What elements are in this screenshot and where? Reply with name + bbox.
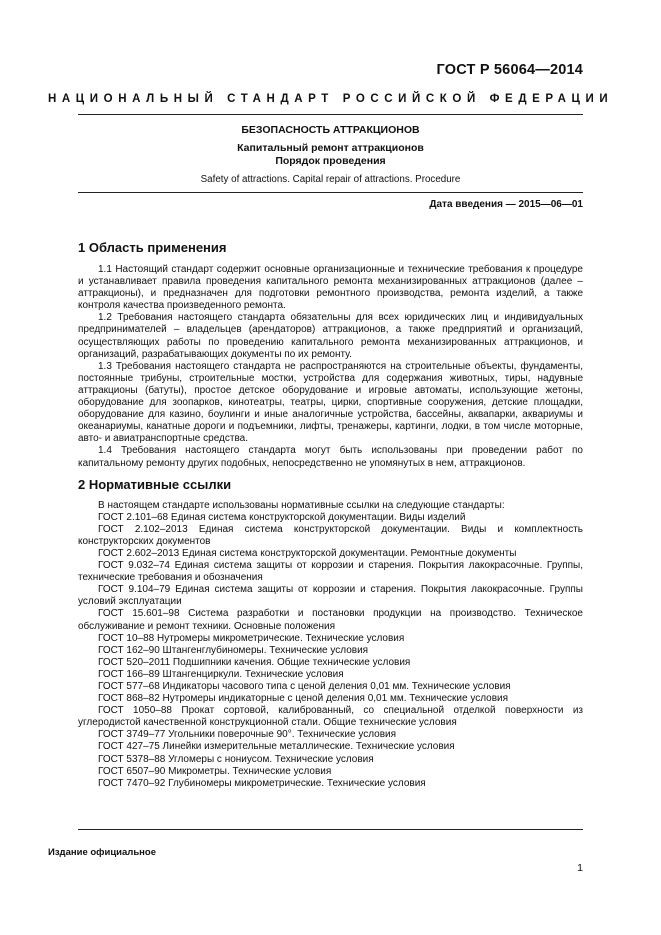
reference-item: ГОСТ 2.102–2013 Единая система конструкторской документации. Виды и комплектность конструкторских документов [78, 523, 583, 547]
reference-item: ГОСТ 427–75 Линейки измерительные металлические. Технические условия [98, 741, 455, 753]
reference-item: ГОСТ 6507–90 Микрометры. Технические условия [98, 765, 332, 777]
english-title: Safety of attractions. Capital repair of attractions. Procedure [200, 174, 461, 185]
reference-item: ГОСТ 5378–88 Угломеры с нониусом. Технические условия [98, 753, 374, 765]
reference-item: ГОСТ 9.104–79 Единая система защиты от коррозии и старения. Покрытия лакокрасочные. Группы условий эксплуатации [78, 584, 583, 608]
reference-item: ГОСТ 520–2011 Подшипники качения. Общие технические условия [98, 656, 411, 668]
paragraph-1-2: 1.2 Требования настоящего стандарта обязательны для всех юридических лиц и индивидуальных предпринимателей – владельцев (арендаторов) аттракционов, а также предприятий и организаций, осуществляющих работы по проведению капитального ремонта механизированных аттракционов, и организаций, разрабатывающих документы по их ремонту. [78, 312, 583, 360]
reference-item: ГОСТ 166–89 Штангенциркули. Технические условия [98, 668, 344, 680]
paragraph-1-3: 1.3 Требования настоящего стандарта не распространяются на строительные объекты, фундаменты, постоянные трибуны, строительные мостки, устройства для содержания животных, тиры, надувные аттракционы (батуты), простое детское оборудование и игровые автоматы, использующие жетоны, оборудование для зоопарков, кинотеатры, театры, цирки, спортивные сооружения, детские площадки, оборудование для казино, боулинги и иные аналогичные устройства, бассейны, аквапарки, аквариумы и океанариумы, канатные дороги и подъемники, лифты, тренажеры, картинги, лодки, в том числе моторные, авто- и авиатранспортные средства. [78, 360, 583, 445]
paragraph-1-4: 1.4 Требования настоящего стандарта могут быть использованы при проведении работ по капитальному ремонту других подобных, непосредственно не упомянутых в нем, аттракционов. [78, 445, 583, 469]
national-standard-banner: НАЦИОНАЛЬНЫЙ СТАНДАРТ РОССИЙСКОЙ ФЕДЕРАЦИИ [48, 93, 614, 105]
standard-subtitle-1: Капитальный ремонт аттракционов [237, 142, 424, 154]
document-body [78, 240, 583, 790]
reference-item: ГОСТ 162–90 Штангенглубиномеры. Технические условия [98, 644, 369, 656]
section-2-heading: 2 Нормативные ссылки [78, 476, 232, 492]
section-1-heading: 1 Область применения [78, 240, 227, 255]
official-edition-note: Издание официальное [48, 847, 156, 858]
references-intro: В настоящем стандарте использованы нормативные ссылки на следующие стандарты: [98, 499, 505, 511]
header-rule [78, 114, 583, 115]
reference-item: ГОСТ 15.601–98 Система разработки и постановки продукции на производство. Техническое обслуживание и ремонт техники. Основные положения [78, 608, 583, 632]
paragraph-1-1: 1.1 Настоящий стандарт содержит основные организационные и технические требования к процедуре и устанавливает правила проведения капитального ремонта механизированных аттракционов (далее – аттракционы), и предназначен для подготовки ремонтного производства, ремонта изделий, а также контроля качества произведенного ремонта. [78, 264, 583, 312]
reference-item: ГОСТ 2.602–2013 Единая система конструкторской документации. Ремонтные документы [98, 547, 517, 559]
reference-item: ГОСТ 9.032–74 Единая система защиты от коррозии и старения. Покрытия лакокрасочные. Группы, технические требования и обозначения [78, 560, 583, 584]
standard-subtitle-2: Порядок проведения [275, 155, 386, 167]
reference-item: ГОСТ 7470–92 Глубиномеры микрометрические. Технические условия [98, 777, 426, 789]
standard-title: БЕЗОПАСНОСТЬ АТТРАКЦИОНОВ [241, 124, 420, 136]
document-number: ГОСТ Р 56064—2014 [436, 62, 583, 78]
reference-item: ГОСТ 868–82 Нутромеры индикаторные с ценой деления 0,01 мм. Технические условия [98, 693, 509, 705]
introduction-date: Дата введения — 2015—06—01 [429, 199, 583, 210]
reference-item: ГОСТ 10–88 Нутромеры микрометрические. Технические условия [98, 632, 405, 644]
reference-item: ГОСТ 577–68 Индикаторы часового типа с ценой деления 0,01 мм. Технические условия [98, 681, 511, 692]
title-rule [78, 192, 583, 193]
reference-item: ГОСТ 1050–88 Прокат сортовой, калиброванный, со специальной отделкой поверхности из углеродистой качественной конструкционной стали. Общие технические условия [78, 705, 583, 729]
reference-item: ГОСТ 2.101–68 Единая система конструкторской документации. Виды изделий [98, 511, 466, 523]
page-number: 1 [577, 862, 583, 874]
reference-item: ГОСТ 3749–77 Угольники поверочные 90°. Технические условия [98, 729, 397, 741]
footer-rule [78, 829, 583, 830]
